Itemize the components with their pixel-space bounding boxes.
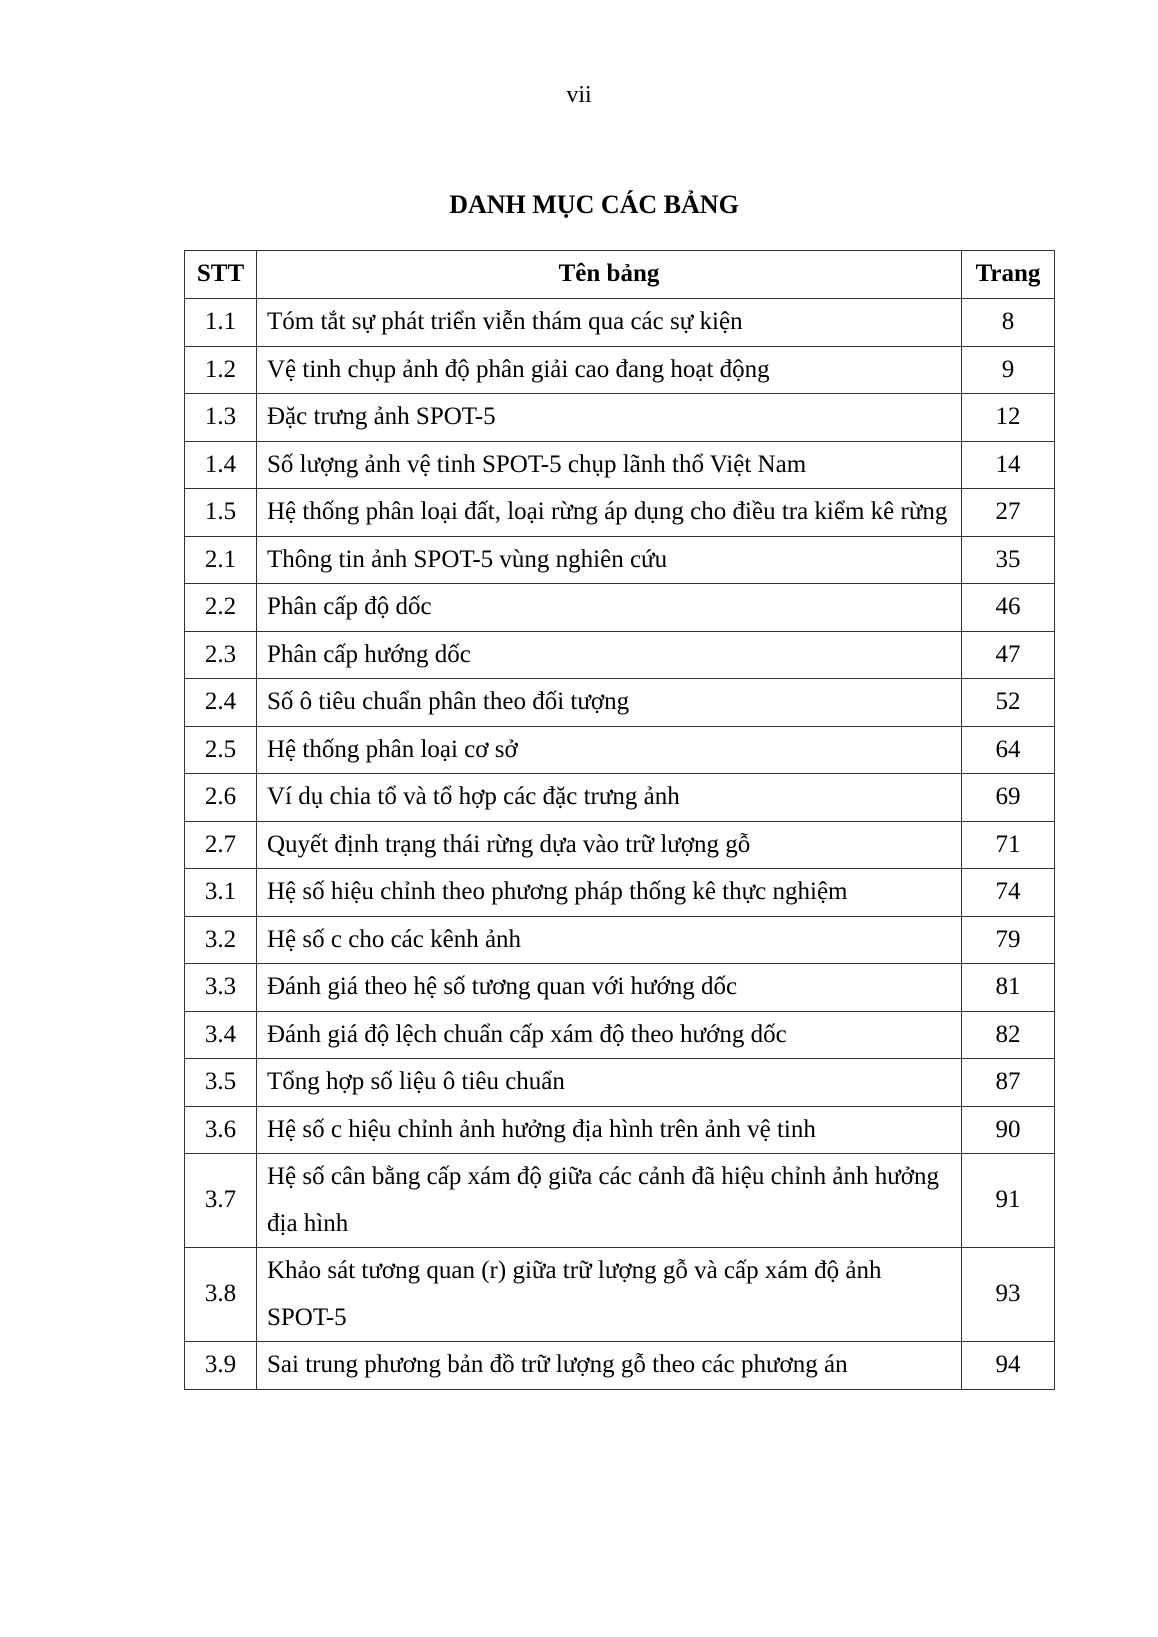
row-page-number: 81 bbox=[962, 964, 1055, 1012]
row-number: 3.5 bbox=[185, 1059, 257, 1107]
row-table-name: Phân cấp hướng dốc bbox=[257, 631, 962, 679]
table-row bbox=[185, 679, 1055, 727]
table-row bbox=[185, 964, 1055, 1012]
row-table-name: Tổng hợp số liệu ô tiêu chuẩn bbox=[257, 1059, 962, 1107]
row-page-number: 79 bbox=[962, 916, 1055, 964]
row-page-number: 47 bbox=[962, 631, 1055, 679]
row-table-name: Thông tin ảnh SPOT-5 vùng nghiên cứu bbox=[257, 536, 962, 584]
row-table-name: Hệ thống phân loại cơ sở bbox=[257, 726, 962, 774]
row-table-name: Số lượng ảnh vệ tinh SPOT-5 chụp lãnh thổ Việt Nam bbox=[257, 441, 962, 489]
row-page-number: 90 bbox=[962, 1106, 1055, 1154]
table-row bbox=[185, 916, 1055, 964]
row-page-number: 87 bbox=[962, 1059, 1055, 1107]
row-table-name: Khảo sát tương quan (r) giữa trữ lượng gỗ và cấp xám độ ảnh SPOT-5 bbox=[257, 1248, 962, 1342]
row-table-name: Hệ số c cho các kênh ảnh bbox=[257, 916, 962, 964]
row-page-number: 82 bbox=[962, 1011, 1055, 1059]
header-stt: STT bbox=[185, 251, 257, 299]
header-page: Trang bbox=[962, 251, 1055, 299]
row-number: 3.8 bbox=[185, 1248, 257, 1342]
row-page-number: 64 bbox=[962, 726, 1055, 774]
row-table-name: Số ô tiêu chuẩn phân theo đối tượng bbox=[257, 679, 962, 727]
row-table-name: Đánh giá độ lệch chuẩn cấp xám độ theo hướng dốc bbox=[257, 1011, 962, 1059]
row-number: 3.7 bbox=[185, 1154, 257, 1248]
table-body bbox=[185, 299, 1055, 1390]
row-page-number: 12 bbox=[962, 394, 1055, 442]
table-row bbox=[185, 1154, 1055, 1248]
table-row bbox=[185, 299, 1055, 347]
row-number: 2.7 bbox=[185, 821, 257, 869]
row-page-number: 94 bbox=[962, 1342, 1055, 1390]
table-header-row bbox=[185, 251, 1055, 299]
row-number: 3.3 bbox=[185, 964, 257, 1012]
row-table-name: Sai trung phương bản đồ trữ lượng gỗ theo các phương án bbox=[257, 1342, 962, 1390]
table-row bbox=[185, 394, 1055, 442]
table-row bbox=[185, 774, 1055, 822]
table-row bbox=[185, 821, 1055, 869]
row-number: 3.1 bbox=[185, 869, 257, 917]
row-number: 2.6 bbox=[185, 774, 257, 822]
row-number: 3.9 bbox=[185, 1342, 257, 1390]
row-page-number: 71 bbox=[962, 821, 1055, 869]
table-row bbox=[185, 1342, 1055, 1390]
row-table-name: Quyết định trạng thái rừng dựa vào trữ lượng gỗ bbox=[257, 821, 962, 869]
row-table-name: Hệ số cân bằng cấp xám độ giữa các cảnh đã hiệu chỉnh ảnh hưởng địa hình bbox=[257, 1154, 962, 1248]
table-row bbox=[185, 441, 1055, 489]
row-page-number: 27 bbox=[962, 489, 1055, 537]
row-number: 3.2 bbox=[185, 916, 257, 964]
row-number: 1.1 bbox=[185, 299, 257, 347]
row-table-name: Hệ thống phân loại đất, loại rừng áp dụng cho điều tra kiểm kê rừng bbox=[257, 489, 962, 537]
row-page-number: 93 bbox=[962, 1248, 1055, 1342]
row-table-name: Vệ tinh chụp ảnh độ phân giải cao đang hoạt động bbox=[257, 346, 962, 394]
row-number: 1.2 bbox=[185, 346, 257, 394]
row-number: 2.5 bbox=[185, 726, 257, 774]
row-page-number: 46 bbox=[962, 584, 1055, 632]
row-page-number: 14 bbox=[962, 441, 1055, 489]
row-page-number: 69 bbox=[962, 774, 1055, 822]
table-row bbox=[185, 584, 1055, 632]
row-number: 1.3 bbox=[185, 394, 257, 442]
row-number: 2.2 bbox=[185, 584, 257, 632]
row-page-number: 35 bbox=[962, 536, 1055, 584]
row-table-name: Hệ số hiệu chỉnh theo phương pháp thống kê thực nghiệm bbox=[257, 869, 962, 917]
row-page-number: 91 bbox=[962, 1154, 1055, 1248]
table-row bbox=[185, 346, 1055, 394]
table-row bbox=[185, 869, 1055, 917]
row-page-number: 9 bbox=[962, 346, 1055, 394]
row-table-name: Đặc trưng ảnh SPOT-5 bbox=[257, 394, 962, 442]
row-number: 2.4 bbox=[185, 679, 257, 727]
row-number: 3.4 bbox=[185, 1011, 257, 1059]
list-of-tables bbox=[184, 250, 1055, 1390]
header-table-name: Tên bảng bbox=[257, 251, 962, 299]
row-page-number: 52 bbox=[962, 679, 1055, 727]
row-table-name: Hệ số c hiệu chỉnh ảnh hưởng địa hình trên ảnh vệ tinh bbox=[257, 1106, 962, 1154]
row-number: 2.3 bbox=[185, 631, 257, 679]
row-number: 2.1 bbox=[185, 536, 257, 584]
row-number: 1.4 bbox=[185, 441, 257, 489]
row-table-name: Đánh giá theo hệ số tương quan với hướng dốc bbox=[257, 964, 962, 1012]
row-page-number: 8 bbox=[962, 299, 1055, 347]
table-row bbox=[185, 489, 1055, 537]
table-row bbox=[185, 536, 1055, 584]
table-row bbox=[185, 1248, 1055, 1342]
row-page-number: 74 bbox=[962, 869, 1055, 917]
table-row bbox=[185, 1106, 1055, 1154]
row-table-name: Phân cấp độ dốc bbox=[257, 584, 962, 632]
table-row bbox=[185, 631, 1055, 679]
page-number: vii bbox=[566, 82, 592, 108]
row-table-name: Tóm tắt sự phát triển viễn thám qua các sự kiện bbox=[257, 299, 962, 347]
row-number: 1.5 bbox=[185, 489, 257, 537]
row-table-name: Ví dụ chia tổ và tổ hợp các đặc trưng ảnh bbox=[257, 774, 962, 822]
table-row bbox=[185, 1059, 1055, 1107]
page-title: DANH MỤC CÁC BẢNG bbox=[449, 190, 739, 219]
table-row bbox=[185, 726, 1055, 774]
row-number: 3.6 bbox=[185, 1106, 257, 1154]
table-row bbox=[185, 1011, 1055, 1059]
